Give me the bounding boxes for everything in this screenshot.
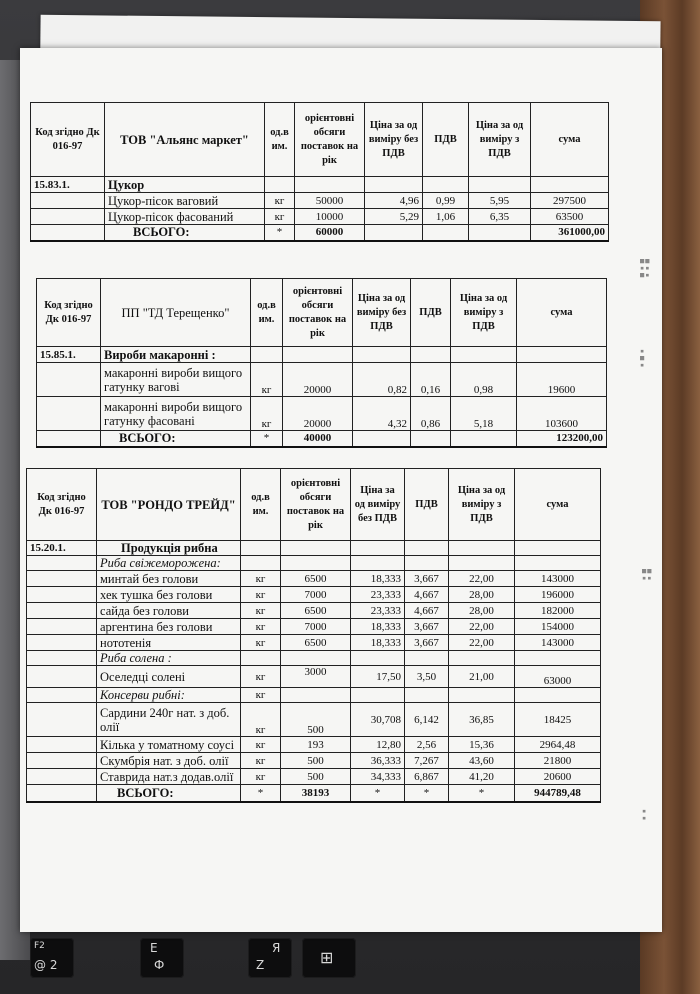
item-unit: кг bbox=[241, 703, 281, 737]
group-name: Цукор bbox=[105, 177, 265, 193]
item-unit: кг bbox=[251, 397, 283, 431]
windows-icon: ⊞ bbox=[320, 948, 334, 967]
item-name: макаронні вироби вищого гатунку фасовані bbox=[101, 397, 251, 431]
item-name: Сардини 240г нат. з доб. олії bbox=[97, 703, 241, 737]
header-company: ТОВ "РОНДО ТРЕЙД" bbox=[97, 469, 241, 541]
item-volume: 7000 bbox=[281, 619, 351, 635]
key-label: @ 2 bbox=[34, 958, 58, 972]
item-price-vat: 43,60 bbox=[449, 753, 515, 769]
group-code: 15.20.1. bbox=[27, 541, 97, 556]
item-sum: 196000 bbox=[515, 587, 601, 603]
table-header-row bbox=[31, 103, 609, 177]
item-price-vat: 0,98 bbox=[451, 363, 517, 397]
item-vat: 0,99 bbox=[423, 193, 469, 209]
item-name: макаронні вироби вищого гатунку вагові bbox=[101, 363, 251, 397]
item-sum: 18425 bbox=[515, 703, 601, 737]
header-price: Ціна за од виміру без ПДВ bbox=[351, 469, 405, 541]
f2-key[interactable] bbox=[30, 938, 74, 978]
item-price-vat: 15,36 bbox=[449, 737, 515, 753]
header-unit: од.в им. bbox=[265, 103, 295, 177]
key-label: Ф bbox=[154, 958, 165, 972]
item-vat: 4,667 bbox=[405, 603, 449, 619]
item-vat: 3,667 bbox=[405, 571, 449, 587]
table-row bbox=[27, 619, 601, 635]
item-volume: 6500 bbox=[281, 603, 351, 619]
item-name: Цукор-пісок фасований bbox=[105, 209, 265, 225]
item-sum: 20600 bbox=[515, 769, 601, 785]
header-sum: сума bbox=[515, 469, 601, 541]
item-name: сайда без голови bbox=[97, 603, 241, 619]
item-vat: 2,56 bbox=[405, 737, 449, 753]
item-sum: 103600 bbox=[517, 397, 607, 431]
item-price: 23,333 bbox=[351, 603, 405, 619]
item-name: Скумбрія нат. з доб. олії bbox=[97, 753, 241, 769]
printer-marks: ■■ ▪▪ bbox=[642, 567, 653, 582]
item-price-vat: 22,00 bbox=[449, 619, 515, 635]
z-key[interactable] bbox=[248, 938, 292, 978]
item-name: Кілька у томатному соусі bbox=[97, 737, 241, 753]
table-row bbox=[27, 737, 601, 753]
table-row bbox=[27, 571, 601, 587]
group-row bbox=[37, 347, 607, 363]
header-code: Код згідно Дк 016-97 bbox=[27, 469, 97, 541]
item-unit: кг bbox=[265, 209, 295, 225]
subgroup-row bbox=[27, 556, 601, 571]
total-row bbox=[37, 431, 607, 447]
total-unit: * bbox=[251, 431, 283, 447]
header-vat: ПДВ bbox=[411, 279, 451, 347]
item-unit: кг bbox=[265, 193, 295, 209]
header-price: Ціна за од виміру без ПДВ bbox=[353, 279, 411, 347]
item-price: 30,708 bbox=[351, 703, 405, 737]
table-row bbox=[37, 397, 607, 431]
item-volume: 20000 bbox=[283, 363, 353, 397]
group-code: 15.83.1. bbox=[31, 177, 105, 193]
item-price-vat: 36,85 bbox=[449, 703, 515, 737]
item-price-vat: 22,00 bbox=[449, 635, 515, 651]
item-volume: 193 bbox=[281, 737, 351, 753]
table-header-row bbox=[27, 469, 601, 541]
header-volume: орієнтовні обсяги поставок на рік bbox=[283, 279, 353, 347]
subgroup-name: Риба солена : bbox=[97, 651, 241, 666]
table-header-row bbox=[37, 279, 607, 347]
item-price-vat: 5,18 bbox=[451, 397, 517, 431]
header-volume: орієнтовні обсяги поставок на рік bbox=[295, 103, 365, 177]
item-name: Цукор-пісок ваговий bbox=[105, 193, 265, 209]
header-volume: орієнтовні обсяги поставок на рік bbox=[281, 469, 351, 541]
group-row bbox=[27, 541, 601, 556]
item-price: 18,333 bbox=[351, 619, 405, 635]
item-vat: 6,142 bbox=[405, 703, 449, 737]
item-price: 5,29 bbox=[365, 209, 423, 225]
header-price-vat: Ціна за од виміру з ПДВ bbox=[469, 103, 531, 177]
total-unit: * bbox=[265, 225, 295, 241]
item-price: 34,333 bbox=[351, 769, 405, 785]
item-price: 12,80 bbox=[351, 737, 405, 753]
item-vat: 3,50 bbox=[405, 666, 449, 688]
total-label: ВСЬОГО: bbox=[97, 785, 241, 802]
item-price-vat: 41,20 bbox=[449, 769, 515, 785]
table-row bbox=[31, 193, 609, 209]
item-vat: 6,867 bbox=[405, 769, 449, 785]
table-row bbox=[27, 635, 601, 651]
table-row bbox=[27, 603, 601, 619]
item-vat: 3,667 bbox=[405, 635, 449, 651]
header-unit: од.в им. bbox=[251, 279, 283, 347]
item-vat: 1,06 bbox=[423, 209, 469, 225]
total-volume: 60000 bbox=[295, 225, 365, 241]
supplier-table-2 bbox=[36, 278, 607, 448]
item-unit: кг bbox=[241, 769, 281, 785]
header-price-vat: Ціна за од виміру з ПДВ bbox=[449, 469, 515, 541]
group-name: Вироби макаронні : bbox=[101, 347, 251, 363]
group-row bbox=[31, 177, 609, 193]
item-price-vat: 5,95 bbox=[469, 193, 531, 209]
subgroup-row bbox=[27, 688, 601, 703]
item-unit: кг bbox=[241, 619, 281, 635]
group-name: Продукція рибна bbox=[97, 541, 241, 556]
table-row bbox=[31, 209, 609, 225]
printer-marks: ▪ ■ ▪ bbox=[640, 347, 646, 369]
item-volume: 6500 bbox=[281, 571, 351, 587]
header-vat: ПДВ bbox=[405, 469, 449, 541]
keyboard bbox=[20, 930, 440, 994]
windows-key[interactable] bbox=[302, 938, 356, 978]
group-code: 15.85.1. bbox=[37, 347, 101, 363]
header-sum: сума bbox=[517, 279, 607, 347]
item-name: аргентина без голови bbox=[97, 619, 241, 635]
item-unit: кг bbox=[241, 603, 281, 619]
item-sum: 143000 bbox=[515, 635, 601, 651]
total-row bbox=[31, 225, 609, 241]
item-unit: кг bbox=[251, 363, 283, 397]
item-volume: 10000 bbox=[295, 209, 365, 225]
supplier-table-1 bbox=[30, 102, 609, 242]
item-price-vat: 6,35 bbox=[469, 209, 531, 225]
e-key[interactable] bbox=[140, 938, 184, 978]
item-name: Оселедці солені bbox=[97, 666, 241, 688]
item-price-vat: 28,00 bbox=[449, 603, 515, 619]
item-unit: кг bbox=[241, 666, 281, 688]
item-sum: 182000 bbox=[515, 603, 601, 619]
item-sum: 19600 bbox=[517, 363, 607, 397]
subgroup-row bbox=[27, 651, 601, 666]
total-volume: 40000 bbox=[283, 431, 353, 447]
item-unit: кг bbox=[241, 587, 281, 603]
key-label: Я bbox=[272, 941, 281, 955]
table-row bbox=[37, 363, 607, 397]
item-unit: кг bbox=[241, 737, 281, 753]
item-vat: 0,86 bbox=[411, 397, 451, 431]
total-sum: 361000,00 bbox=[531, 225, 609, 241]
item-unit: кг bbox=[241, 753, 281, 769]
total-price: * bbox=[351, 785, 405, 802]
item-price: 4,96 bbox=[365, 193, 423, 209]
item-volume: 20000 bbox=[283, 397, 353, 431]
item-price: 4,32 bbox=[353, 397, 411, 431]
item-price: 18,333 bbox=[351, 635, 405, 651]
printer-marks: ▪ ▪ bbox=[642, 807, 648, 822]
header-sum: сума bbox=[531, 103, 609, 177]
item-price: 18,333 bbox=[351, 571, 405, 587]
total-row bbox=[27, 785, 601, 802]
item-volume: 3000 bbox=[281, 666, 351, 688]
total-sum: 123200,00 bbox=[517, 431, 607, 447]
subgroup-unit: кг bbox=[241, 688, 281, 703]
item-unit: кг bbox=[241, 635, 281, 651]
item-price: 0,82 bbox=[353, 363, 411, 397]
table-row bbox=[27, 769, 601, 785]
subgroup-name: Риба свіжемороженa: bbox=[97, 556, 241, 571]
header-code: Код згідно Дк 016-97 bbox=[37, 279, 101, 347]
item-price-vat: 21,00 bbox=[449, 666, 515, 688]
subgroup-name: Консерви рибні: bbox=[97, 688, 241, 703]
item-volume: 7000 bbox=[281, 587, 351, 603]
item-sum: 21800 bbox=[515, 753, 601, 769]
total-unit: * bbox=[241, 785, 281, 802]
key-label: Z bbox=[256, 958, 265, 972]
total-label: ВСЬОГО: bbox=[105, 225, 265, 241]
item-sum: 143000 bbox=[515, 571, 601, 587]
item-name: хек тушка без голови bbox=[97, 587, 241, 603]
item-volume: 500 bbox=[281, 769, 351, 785]
item-sum: 297500 bbox=[531, 193, 609, 209]
item-price: 17,50 bbox=[351, 666, 405, 688]
table-row bbox=[27, 587, 601, 603]
item-price-vat: 22,00 bbox=[449, 571, 515, 587]
printer-marks: ■■ ▪▪ ■▪ bbox=[640, 257, 651, 279]
header-vat: ПДВ bbox=[423, 103, 469, 177]
key-label: F2 bbox=[34, 941, 45, 951]
item-sum: 154000 bbox=[515, 619, 601, 635]
item-name: минтай без голови bbox=[97, 571, 241, 587]
supplier-table-3 bbox=[26, 468, 601, 803]
item-vat: 0,16 bbox=[411, 363, 451, 397]
item-name: нототенія bbox=[97, 635, 241, 651]
document-page bbox=[20, 48, 662, 932]
total-volume: 38193 bbox=[281, 785, 351, 802]
header-unit: од.в им. bbox=[241, 469, 281, 541]
table-row bbox=[27, 753, 601, 769]
header-price: Ціна за од виміру без ПДВ bbox=[365, 103, 423, 177]
item-volume: 6500 bbox=[281, 635, 351, 651]
item-sum: 2964,48 bbox=[515, 737, 601, 753]
item-volume: 50000 bbox=[295, 193, 365, 209]
total-price-vat: * bbox=[449, 785, 515, 802]
item-vat: 3,667 bbox=[405, 619, 449, 635]
header-code: Код згідно Дк 016-97 bbox=[31, 103, 105, 177]
item-price: 36,333 bbox=[351, 753, 405, 769]
item-unit: кг bbox=[241, 571, 281, 587]
item-volume: 500 bbox=[281, 753, 351, 769]
header-company: ТОВ "Альянс маркет" bbox=[105, 103, 265, 177]
item-sum: 63000 bbox=[515, 666, 601, 688]
total-label: ВСЬОГО: bbox=[101, 431, 251, 447]
header-price-vat: Ціна за од виміру з ПДВ bbox=[451, 279, 517, 347]
key-label: E bbox=[150, 941, 158, 955]
item-price-vat: 28,00 bbox=[449, 587, 515, 603]
item-volume: 500 bbox=[281, 703, 351, 737]
item-vat: 7,267 bbox=[405, 753, 449, 769]
item-vat: 4,667 bbox=[405, 587, 449, 603]
table-row bbox=[27, 666, 601, 688]
table-row bbox=[27, 703, 601, 737]
total-vat: * bbox=[405, 785, 449, 802]
total-sum: 944789,48 bbox=[515, 785, 601, 802]
item-sum: 63500 bbox=[531, 209, 609, 225]
item-name: Ставрида нат.з додав.олії bbox=[97, 769, 241, 785]
header-company: ПП "ТД Терещенко" bbox=[101, 279, 251, 347]
item-price: 23,333 bbox=[351, 587, 405, 603]
